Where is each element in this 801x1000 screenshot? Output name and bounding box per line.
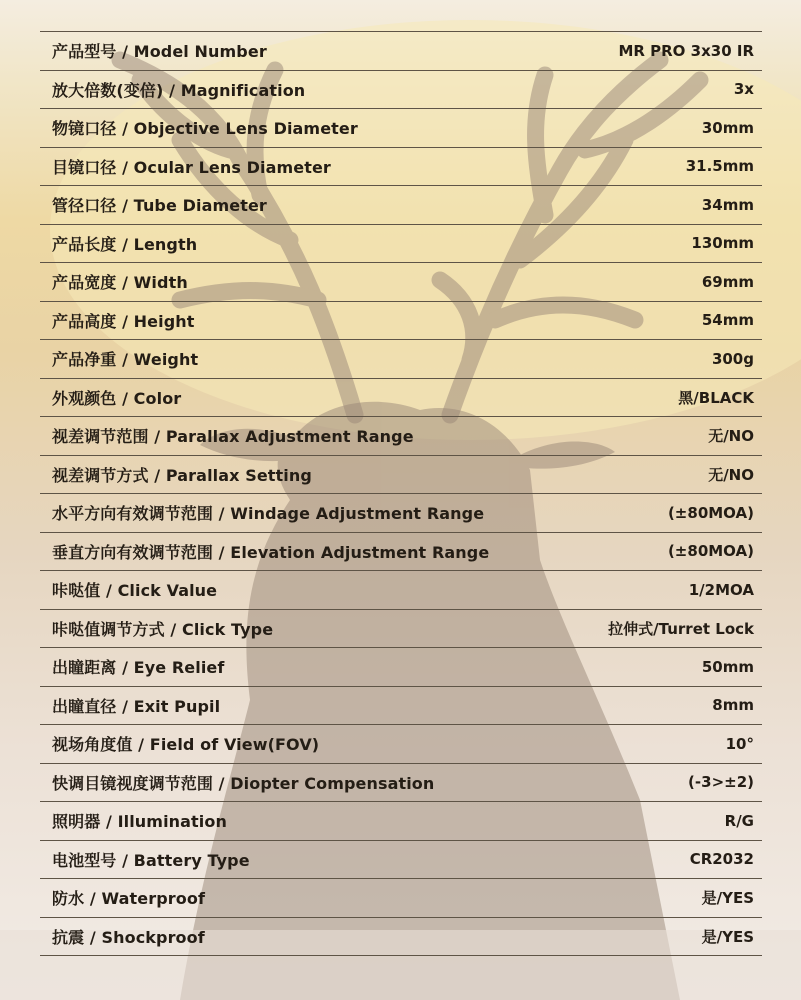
spec-value: 3x bbox=[733, 80, 754, 99]
spec-row-model-number bbox=[40, 31, 762, 70]
spec-row-parallax-adjustment-range bbox=[40, 416, 762, 455]
spec-value: 无/NO bbox=[708, 427, 754, 446]
spec-row-battery-type bbox=[40, 840, 762, 879]
spec-label: 水平方向有效调节范围 / Windage Adjustment Range bbox=[52, 504, 485, 524]
spec-label: 垂直方向有效调节范围 / Elevation Adjustment Range bbox=[52, 542, 490, 562]
spec-label: 物镜口径 / Objective Lens Diameter bbox=[52, 119, 358, 139]
spec-row-click-value bbox=[40, 570, 762, 609]
spec-label: 产品长度 / Length bbox=[52, 234, 198, 254]
spec-label: 产品高度 / Height bbox=[52, 311, 195, 331]
spec-label: 防水 / Waterproof bbox=[52, 889, 206, 909]
spec-row-field-of-view bbox=[40, 724, 762, 763]
spec-value: 黑/BLACK bbox=[678, 388, 754, 407]
spec-label: 咔哒值 / Click Value bbox=[52, 581, 218, 601]
spec-row-length bbox=[40, 224, 762, 263]
spec-row-illumination bbox=[40, 801, 762, 840]
spec-value: 是/YES bbox=[701, 889, 754, 908]
spec-value: 8mm bbox=[712, 696, 754, 715]
spec-label: 出瞳距离 / Eye Relief bbox=[52, 658, 225, 678]
spec-row-height bbox=[40, 301, 762, 340]
spec-row-tube-diameter bbox=[40, 185, 762, 224]
spec-value: 34mm bbox=[701, 195, 754, 214]
spec-row-elevation-adjustment-range bbox=[40, 532, 762, 571]
spec-value: 10° bbox=[725, 734, 754, 753]
spec-value: (±80MOA) bbox=[667, 503, 754, 522]
spec-row-eye-relief bbox=[40, 647, 762, 686]
spec-row-windage-adjustment-range bbox=[40, 493, 762, 532]
spec-row-color bbox=[40, 378, 762, 417]
spec-label: 目镜口径 / Ocular Lens Diameter bbox=[52, 157, 331, 177]
spec-label: 管径口径 / Tube Diameter bbox=[52, 196, 267, 216]
spec-label: 出瞳直径 / Exit Pupil bbox=[52, 696, 221, 716]
spec-label: 视差调节方式 / Parallax Setting bbox=[52, 465, 312, 485]
spec-label: 照明器 / Illumination bbox=[52, 812, 227, 832]
spec-row-waterproof bbox=[40, 878, 762, 917]
spec-label: 视差调节范围 / Parallax Adjustment Range bbox=[52, 427, 414, 447]
spec-label: 产品宽度 / Width bbox=[52, 273, 188, 293]
spec-label: 抗震 / Shockproof bbox=[52, 927, 205, 947]
spec-row-exit-pupil bbox=[40, 686, 762, 725]
spec-value: CR2032 bbox=[689, 850, 754, 869]
spec-value: (-3>±2) bbox=[688, 773, 754, 792]
spec-value: 是/YES bbox=[701, 927, 754, 946]
spec-row-magnification bbox=[40, 70, 762, 109]
spec-row-shockproof bbox=[40, 917, 762, 957]
spec-value: 69mm bbox=[701, 272, 754, 291]
spec-value: R/G bbox=[724, 811, 754, 830]
spec-value: 1/2MOA bbox=[688, 580, 754, 599]
spec-value: 54mm bbox=[701, 311, 754, 330]
spec-label: 放大倍数(变倍) / Magnification bbox=[52, 80, 306, 100]
spec-value: (±80MOA) bbox=[667, 542, 754, 561]
spec-row-diopter-compensation bbox=[40, 763, 762, 802]
spec-table bbox=[40, 31, 762, 956]
spec-value: 31.5mm bbox=[685, 157, 754, 176]
spec-value: 无/NO bbox=[708, 465, 754, 484]
spec-row-objective-lens-diameter bbox=[40, 108, 762, 147]
spec-row-parallax-setting bbox=[40, 455, 762, 494]
spec-label: 咔哒值调节方式 / Click Type bbox=[52, 619, 274, 639]
spec-value: 300g bbox=[711, 349, 754, 368]
spec-value: MR PRO 3x30 IR bbox=[618, 41, 754, 60]
spec-label: 视场角度值 / Field of View(FOV) bbox=[52, 735, 320, 755]
spec-value: 130mm bbox=[691, 234, 754, 253]
spec-row-width bbox=[40, 262, 762, 301]
spec-row-weight bbox=[40, 339, 762, 378]
spec-label: 快调目镜视度调节范围 / Diopter Compensation bbox=[52, 773, 435, 793]
spec-label: 产品型号 / Model Number bbox=[52, 42, 267, 62]
spec-row-click-type bbox=[40, 609, 762, 648]
spec-value: 30mm bbox=[701, 118, 754, 137]
spec-label: 电池型号 / Battery Type bbox=[52, 850, 250, 870]
spec-row-ocular-lens-diameter bbox=[40, 147, 762, 186]
spec-label: 产品净重 / Weight bbox=[52, 350, 199, 370]
spec-label: 外观颜色 / Color bbox=[52, 388, 182, 408]
spec-value: 50mm bbox=[701, 657, 754, 676]
spec-value: 拉伸式/Turret Lock bbox=[608, 619, 754, 638]
